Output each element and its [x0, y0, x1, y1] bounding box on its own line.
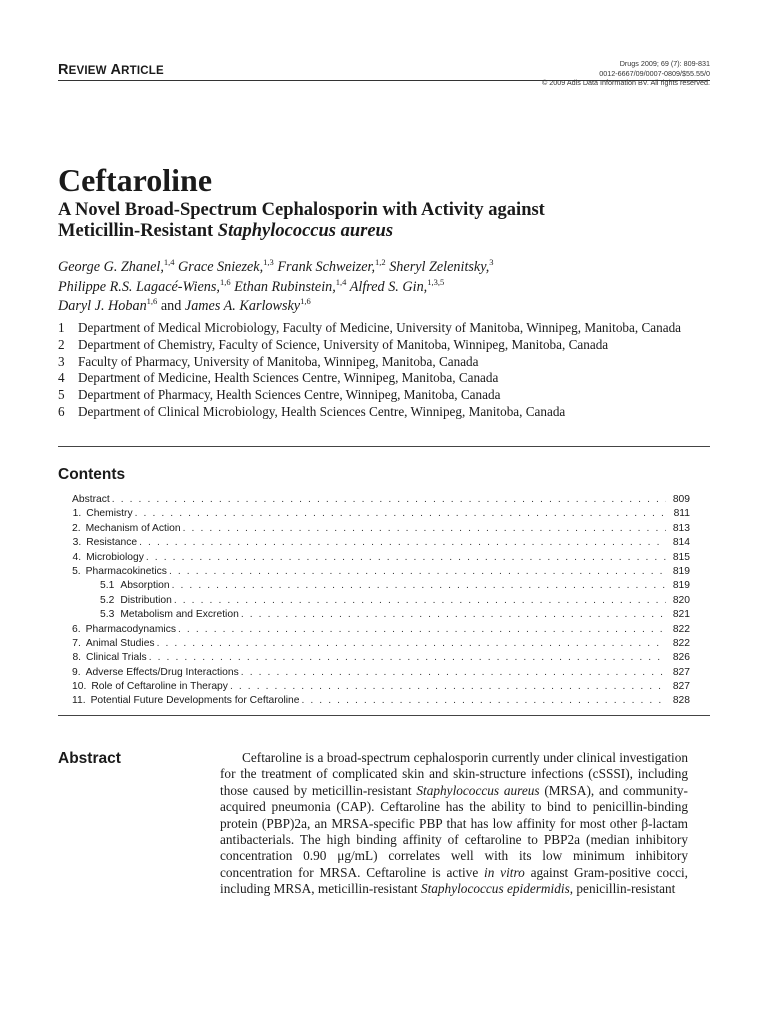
journal-meta [542, 59, 710, 88]
toc-entry-label: Mechanism of Action [85, 522, 181, 534]
author [178, 259, 274, 275]
author [185, 298, 311, 314]
toc-entry-label: Distribution [120, 594, 172, 606]
abstract-italic-term: Staphylococcus epidermidis [420, 881, 570, 897]
author-affiliation-ref: 1,4 [335, 276, 347, 287]
abstract-italic-term: Staphylococcus aureus [416, 782, 540, 798]
toc-entry-label: Microbiology [86, 551, 144, 563]
author-affiliation-ref: 1,3,5 [427, 276, 445, 287]
issn-line: 0012-6667/09/0007-0809/$55.55/0 [599, 68, 710, 78]
toc-entry-label: Animal Studies [85, 637, 155, 649]
affiliation-text: Department of Clinical Microbiology, Health Sciences Centre, Winnipeg, Manitoba, Canada [78, 403, 566, 419]
toc-entry-number: 10. [72, 681, 87, 693]
toc-entry-number: 6. [72, 623, 81, 635]
toc-entry-label: Pharmacokinetics [85, 565, 167, 577]
toc-entry[interactable] [72, 694, 690, 708]
abstract-heading: Abstract [58, 750, 121, 767]
toc-entry[interactable] [72, 565, 690, 579]
toc-entry-page: 820 [672, 594, 690, 606]
toc-entry-label: Chemistry [86, 508, 133, 520]
toc-entry[interactable] [72, 637, 690, 651]
toc-entry[interactable] [72, 522, 690, 536]
toc-entry-number: 5.3 [100, 609, 115, 621]
author-name: Daryl J. Hoban [58, 298, 147, 314]
author [389, 259, 493, 275]
journal-citation: Drugs 2009; 69 (7): 809-831 [619, 59, 710, 68]
author-affiliation-ref: 1,2 [375, 257, 386, 267]
toc-leader-dots [149, 651, 666, 665]
article-type-rest-1: EVIEW [68, 65, 107, 77]
toc-leader-dots [178, 623, 666, 637]
toc-entry-label: Abstract [72, 494, 110, 505]
toc-entry[interactable] [72, 623, 690, 637]
toc-entry-label: Pharmacodynamics [85, 623, 177, 635]
toc-entry-page: 813 [672, 522, 690, 534]
toc-entry-number: 7. [72, 637, 81, 649]
toc-entry-number: 1. [72, 508, 82, 520]
toc-entry-page: 814 [672, 537, 690, 549]
affiliation-number: 4 [58, 370, 65, 386]
author-name: Sheryl Zelenitsky, [389, 259, 490, 275]
toc-entry-page: 815 [672, 551, 690, 563]
copyright-line: © 2009 Adis Data Information BV. All rights reserved. [541, 78, 710, 88]
author-name: Ethan Rubinstein, [234, 278, 336, 295]
toc-entry-label: Clinical Trials [86, 652, 147, 664]
toc-entry-number: 2. [72, 522, 81, 534]
toc-entry[interactable] [72, 536, 690, 550]
author [58, 259, 175, 275]
author-name: Frank Schweizer, [277, 259, 376, 275]
affiliation-number: 2 [58, 336, 65, 352]
toc-entry-page: 822 [672, 623, 690, 635]
toc-leader-dots [112, 493, 666, 507]
toc-leader-dots [169, 565, 666, 579]
author-list [58, 258, 738, 317]
affiliation-item [58, 354, 738, 371]
toc-leader-dots [172, 579, 666, 593]
subtitle-organism: Staphylococcus aureus [217, 221, 394, 241]
toc-leader-dots [139, 536, 666, 550]
author [349, 276, 445, 295]
header-divider [58, 80, 710, 81]
toc-entry-number: 9. [72, 666, 81, 678]
abstract-text-segment: (MRSA), and community-acquired pneumonia (CAP). Ceftaroline has the ability to bind to penicillin-binding protein (PBP)2a, an MRSA-specific PBP that has low affinity for most other β-lactam antibacterials. The high binding affinity of ceftaroline to PBP2a (median inhibitory concentration 0.90 μg/mL) correlates well with its low minimum inhibitory concentration for MRSA. Ceftaroline is active [220, 782, 688, 880]
toc-entry-number: 11. [72, 695, 86, 707]
author-affiliation-ref: 1,6 [300, 296, 311, 306]
toc-entry-page: 819 [672, 580, 690, 592]
section-divider [58, 715, 710, 716]
toc-entry-page: 819 [672, 565, 690, 577]
author-affiliation-ref: 1,4 [163, 257, 175, 267]
toc-leader-dots [230, 680, 666, 694]
affiliation-text: Department of Chemistry, Faculty of Science, University of Manitoba, Winnipeg, Manitoba, Canada [78, 336, 609, 352]
author-name: Alfred S. Gin, [349, 278, 428, 295]
affiliation-text: Department of Medical Microbiology, Faculty of Medicine, University of Manitoba, Winnipeg, Manitoba, Canada [78, 320, 682, 335]
article-type-initial-1: R [58, 62, 69, 78]
author [234, 276, 347, 295]
toc-entry[interactable] [72, 507, 690, 521]
affiliation-text: Department of Medicine, Health Sciences Centre, Winnipeg, Manitoba, Canada [78, 370, 499, 386]
toc-entry-page: 827 [672, 681, 690, 693]
toc-leader-dots [241, 608, 666, 622]
toc-entry-label: Metabolism and Excretion [120, 609, 239, 621]
toc-entry-label: Resistance [86, 537, 138, 549]
toc-entry-page: 811 [673, 508, 690, 520]
abstract-text-segment: Ceftaroline is a broad-spectrum cephalosporin currently under clinical investigation for the treatment of complicated skin and skin-structure infections (cSSSI), including those caused by meticillin-resistant [220, 750, 688, 798]
toc-leader-dots [241, 666, 666, 680]
subtitle-line-1: A Novel Broad-Spectrum Cephalosporin with Activity against [58, 200, 545, 220]
affiliation-item [58, 370, 738, 387]
author-affiliation-ref: 1,6 [219, 276, 231, 287]
affiliation-item [58, 387, 738, 404]
authors-conjunction: and [160, 298, 182, 314]
affiliation-list [58, 320, 738, 421]
author-affiliation-ref: 3 [489, 257, 494, 267]
article-type-label [58, 62, 164, 78]
toc-leader-dots [174, 594, 666, 608]
section-divider [58, 446, 710, 447]
toc-entry-number: 5.2 [100, 594, 115, 606]
toc-entry-label: Role of Ceftaroline in Therapy [91, 681, 228, 693]
toc-entry[interactable] [72, 666, 690, 680]
toc-leader-dots [183, 522, 666, 536]
article-subtitle [58, 200, 718, 242]
author [277, 259, 385, 275]
toc-entry-page: 827 [672, 666, 690, 678]
toc-entry-number: 4. [72, 551, 82, 563]
affiliation-number: 1 [58, 320, 65, 335]
author-name: Philippe R.S. Lagacé-Wiens, [58, 278, 220, 295]
toc-entry-page: 828 [672, 695, 690, 707]
author [58, 276, 231, 295]
toc-entry-label: Adverse Effects/Drug Interactions [85, 666, 239, 678]
toc-entry-page: 809 [672, 494, 690, 505]
toc-entry[interactable] [72, 651, 690, 665]
author [58, 298, 157, 314]
affiliation-text: Faculty of Pharmacy, University of Manitoba, Winnipeg, Manitoba, Canada [78, 353, 479, 369]
toc-leader-dots [146, 551, 666, 565]
author-name: George G. Zhanel, [58, 259, 164, 275]
author-affiliation-ref: 1,3 [263, 257, 274, 267]
toc-leader-dots [301, 694, 666, 708]
toc-leader-dots [157, 637, 666, 651]
abstract-text [220, 750, 688, 898]
contents-heading: Contents [58, 466, 126, 483]
affiliation-item [58, 404, 738, 421]
toc-entry[interactable] [72, 579, 690, 593]
toc-entry[interactable] [72, 551, 690, 565]
subtitle-line-2: Meticillin-Resistant [58, 221, 218, 241]
author-affiliation-ref: 1,6 [146, 296, 158, 306]
toc-entry[interactable] [72, 594, 690, 608]
toc-entry-label: Absorption [120, 580, 170, 592]
author-name: James A. Karlowsky [184, 298, 301, 314]
abstract-text-segment: against Gram-positive cocci, including MRSA, meticillin-resistant [220, 864, 688, 897]
affiliation-number: 5 [58, 387, 65, 403]
toc-entry-number: 8. [72, 652, 82, 664]
affiliation-item [58, 337, 738, 354]
toc-entry[interactable] [72, 493, 690, 507]
toc-entry-page: 821 [672, 609, 690, 621]
abstract-text-segment: , penicillin-resistant [569, 881, 676, 897]
article-title: Ceftaroline [58, 162, 213, 198]
toc-entry-number: 5.1 [100, 580, 115, 592]
toc-entry-label: Potential Future Developments for Ceftaroline [90, 695, 300, 707]
toc-entry-page: 826 [672, 652, 690, 664]
toc-entry[interactable] [72, 608, 690, 622]
article-type-initial-2: A [110, 62, 122, 78]
toc-leader-dots [135, 507, 666, 521]
toc-entry-page: 822 [672, 637, 690, 649]
affiliation-item [58, 320, 738, 337]
affiliation-text: Department of Pharmacy, Health Sciences Centre, Winnipeg, Manitoba, Canada [78, 387, 501, 403]
table-of-contents [72, 493, 690, 709]
abstract-italic-term: in vitro [484, 864, 525, 880]
toc-entry-number: 3. [72, 537, 82, 549]
affiliation-number: 3 [58, 353, 65, 369]
toc-entry-number: 5. [72, 565, 81, 577]
affiliation-number: 6 [58, 403, 65, 419]
toc-entry[interactable] [72, 680, 690, 694]
article-type-rest-2: RTICLE [121, 65, 164, 77]
author-name: Grace Sniezek, [178, 259, 264, 275]
